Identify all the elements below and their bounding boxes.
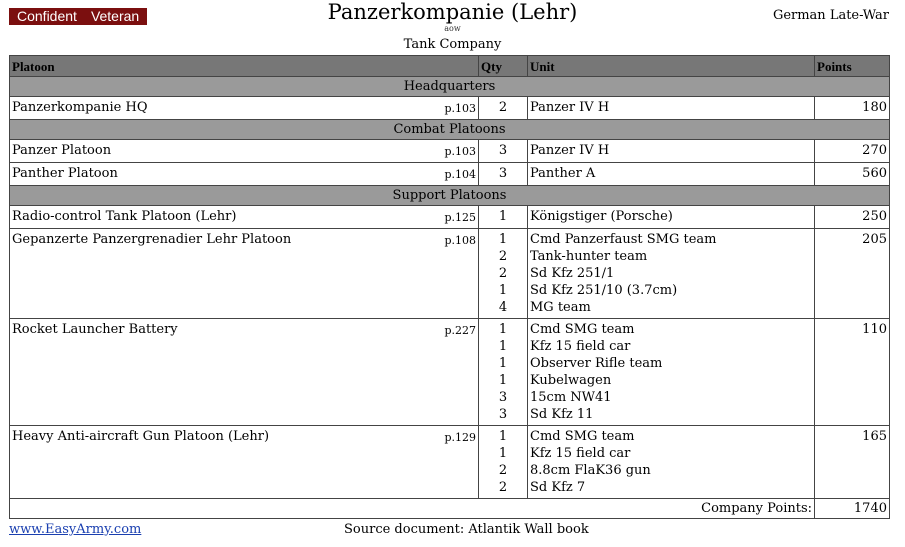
table-row (10, 426, 890, 499)
qty-value: 1 (498, 232, 508, 247)
platoon-cell (10, 206, 479, 229)
platoon-name: Rocket Launcher Battery (12, 322, 178, 337)
roster-table (9, 55, 890, 519)
table-row (10, 319, 890, 426)
qty-header: Qty (479, 56, 528, 77)
unit-name: Kfz 15 field car (530, 339, 631, 354)
platoon-name: Heavy Anti-aircraft Gun Platoon (Lehr) (12, 429, 270, 444)
qty-value: 1 (498, 429, 508, 444)
unit-name: Panther A (530, 166, 596, 181)
qty-cell (479, 319, 528, 426)
qty-value: 2 (498, 249, 508, 264)
section-title: Headquarters (10, 77, 890, 97)
company-type: Tank Company (403, 37, 502, 52)
qty-value: 2 (498, 266, 508, 281)
qty-value: 2 (498, 480, 508, 495)
skill-badge: Veteran (90, 8, 140, 24)
unit-name: Cmd SMG team (530, 429, 635, 444)
platoon-name: Panzerkompanie HQ (12, 100, 148, 115)
table-header-row (10, 56, 890, 77)
unit-name: Sd Kfz 7 (530, 480, 586, 495)
points-value: 270 (815, 140, 890, 163)
unit-cell (528, 206, 815, 229)
qty-cell (479, 97, 528, 120)
qty-value: 1 (498, 446, 508, 461)
points-value: 165 (815, 426, 890, 499)
source-document: Source document: Atlantik Wall book (344, 522, 589, 537)
platoon-name: Panther Platoon (12, 166, 118, 181)
section-row (10, 77, 890, 97)
section-title: Support Platoons (10, 186, 890, 206)
qty-cell (479, 163, 528, 186)
platoon-name: Gepanzerte Panzergrenadier Lehr Platoon (12, 232, 292, 247)
page-title: Panzerkompanie (Lehr) (327, 0, 578, 24)
page-subtitle: aow (444, 24, 461, 33)
unit-cell (528, 229, 815, 319)
qty-value: 1 (498, 209, 508, 224)
qty-value: 3 (498, 407, 508, 422)
platoon-cell (10, 97, 479, 120)
platoon-cell (10, 163, 479, 186)
unit-name: Sd Kfz 251/10 (3.7cm) (530, 283, 678, 298)
unit-name: MG team (530, 300, 591, 315)
platoon-header: Platoon (10, 56, 479, 77)
points-value: 110 (815, 319, 890, 426)
qty-cell (479, 229, 528, 319)
unit-header: Unit (528, 56, 815, 77)
qty-value: 3 (498, 166, 508, 181)
unit-name: Sd Kfz 11 (530, 407, 594, 422)
unit-name: Cmd Panzerfaust SMG team (530, 232, 717, 247)
qty-value: 1 (498, 283, 508, 298)
qty-value: 2 (498, 100, 508, 115)
page-header (0, 0, 905, 54)
qty-cell (479, 426, 528, 499)
platoon-name: Panzer Platoon (12, 143, 112, 158)
platoon-cell (10, 229, 479, 319)
qty-value: 1 (498, 373, 508, 388)
unit-name: Panzer IV H (530, 143, 610, 158)
qty-value: 3 (498, 390, 508, 405)
unit-name: Kubelwagen (530, 373, 612, 388)
unit-name: Panzer IV H (530, 100, 610, 115)
table-row (10, 163, 890, 186)
unit-cell (528, 426, 815, 499)
page-reference: p.103 (444, 145, 476, 158)
unit-name: Sd Kfz 251/1 (530, 266, 615, 281)
platoon-cell (10, 319, 479, 426)
section-row (10, 120, 890, 140)
points-value: 560 (815, 163, 890, 186)
qty-value: 1 (498, 356, 508, 371)
page-reference: p.108 (444, 234, 476, 247)
motivation-badge: Confident (17, 8, 77, 24)
points-value: 205 (815, 229, 890, 319)
page-reference: p.125 (444, 211, 476, 224)
unit-cell (528, 97, 815, 120)
points-header: Points (815, 56, 890, 77)
page-reference: p.103 (444, 102, 476, 115)
qty-value: 3 (498, 143, 508, 158)
unit-name: Observer Rifle team (530, 356, 663, 371)
nation-label: German Late-War (772, 8, 889, 23)
unit-name: 8.8cm FlaK36 gun (530, 463, 651, 478)
unit-name: Königstiger (Porsche) (530, 209, 673, 224)
unit-name: Kfz 15 field car (530, 446, 631, 461)
section-title: Combat Platoons (10, 120, 890, 140)
total-row (10, 499, 890, 519)
unit-cell (528, 163, 815, 186)
total-points: 1740 (815, 499, 890, 519)
qty-value: 1 (498, 339, 508, 354)
unit-name: 15cm NW41 (530, 390, 612, 405)
platoon-name: Radio-control Tank Platoon (Lehr) (12, 209, 237, 224)
table-row (10, 229, 890, 319)
unit-cell (528, 140, 815, 163)
unit-name: Tank-hunter team (530, 249, 648, 264)
qty-cell (479, 206, 528, 229)
total-label: Company Points: (10, 499, 815, 519)
unit-name: Cmd SMG team (530, 322, 635, 337)
points-value: 250 (815, 206, 890, 229)
page-reference: p.129 (444, 431, 476, 444)
roster-body (10, 77, 890, 499)
unit-cell (528, 319, 815, 426)
qty-value: 4 (498, 300, 508, 315)
table-row (10, 97, 890, 120)
table-row (10, 206, 890, 229)
easyarmy-link[interactable]: www.EasyArmy.com (9, 522, 142, 537)
section-row (10, 186, 890, 206)
platoon-cell (10, 140, 479, 163)
points-value: 180 (815, 97, 890, 120)
page-reference: p.227 (444, 324, 476, 337)
table-row (10, 140, 890, 163)
platoon-cell (10, 426, 479, 499)
qty-value: 1 (498, 322, 508, 337)
qty-value: 2 (498, 463, 508, 478)
qty-cell (479, 140, 528, 163)
page-reference: p.104 (444, 168, 476, 181)
